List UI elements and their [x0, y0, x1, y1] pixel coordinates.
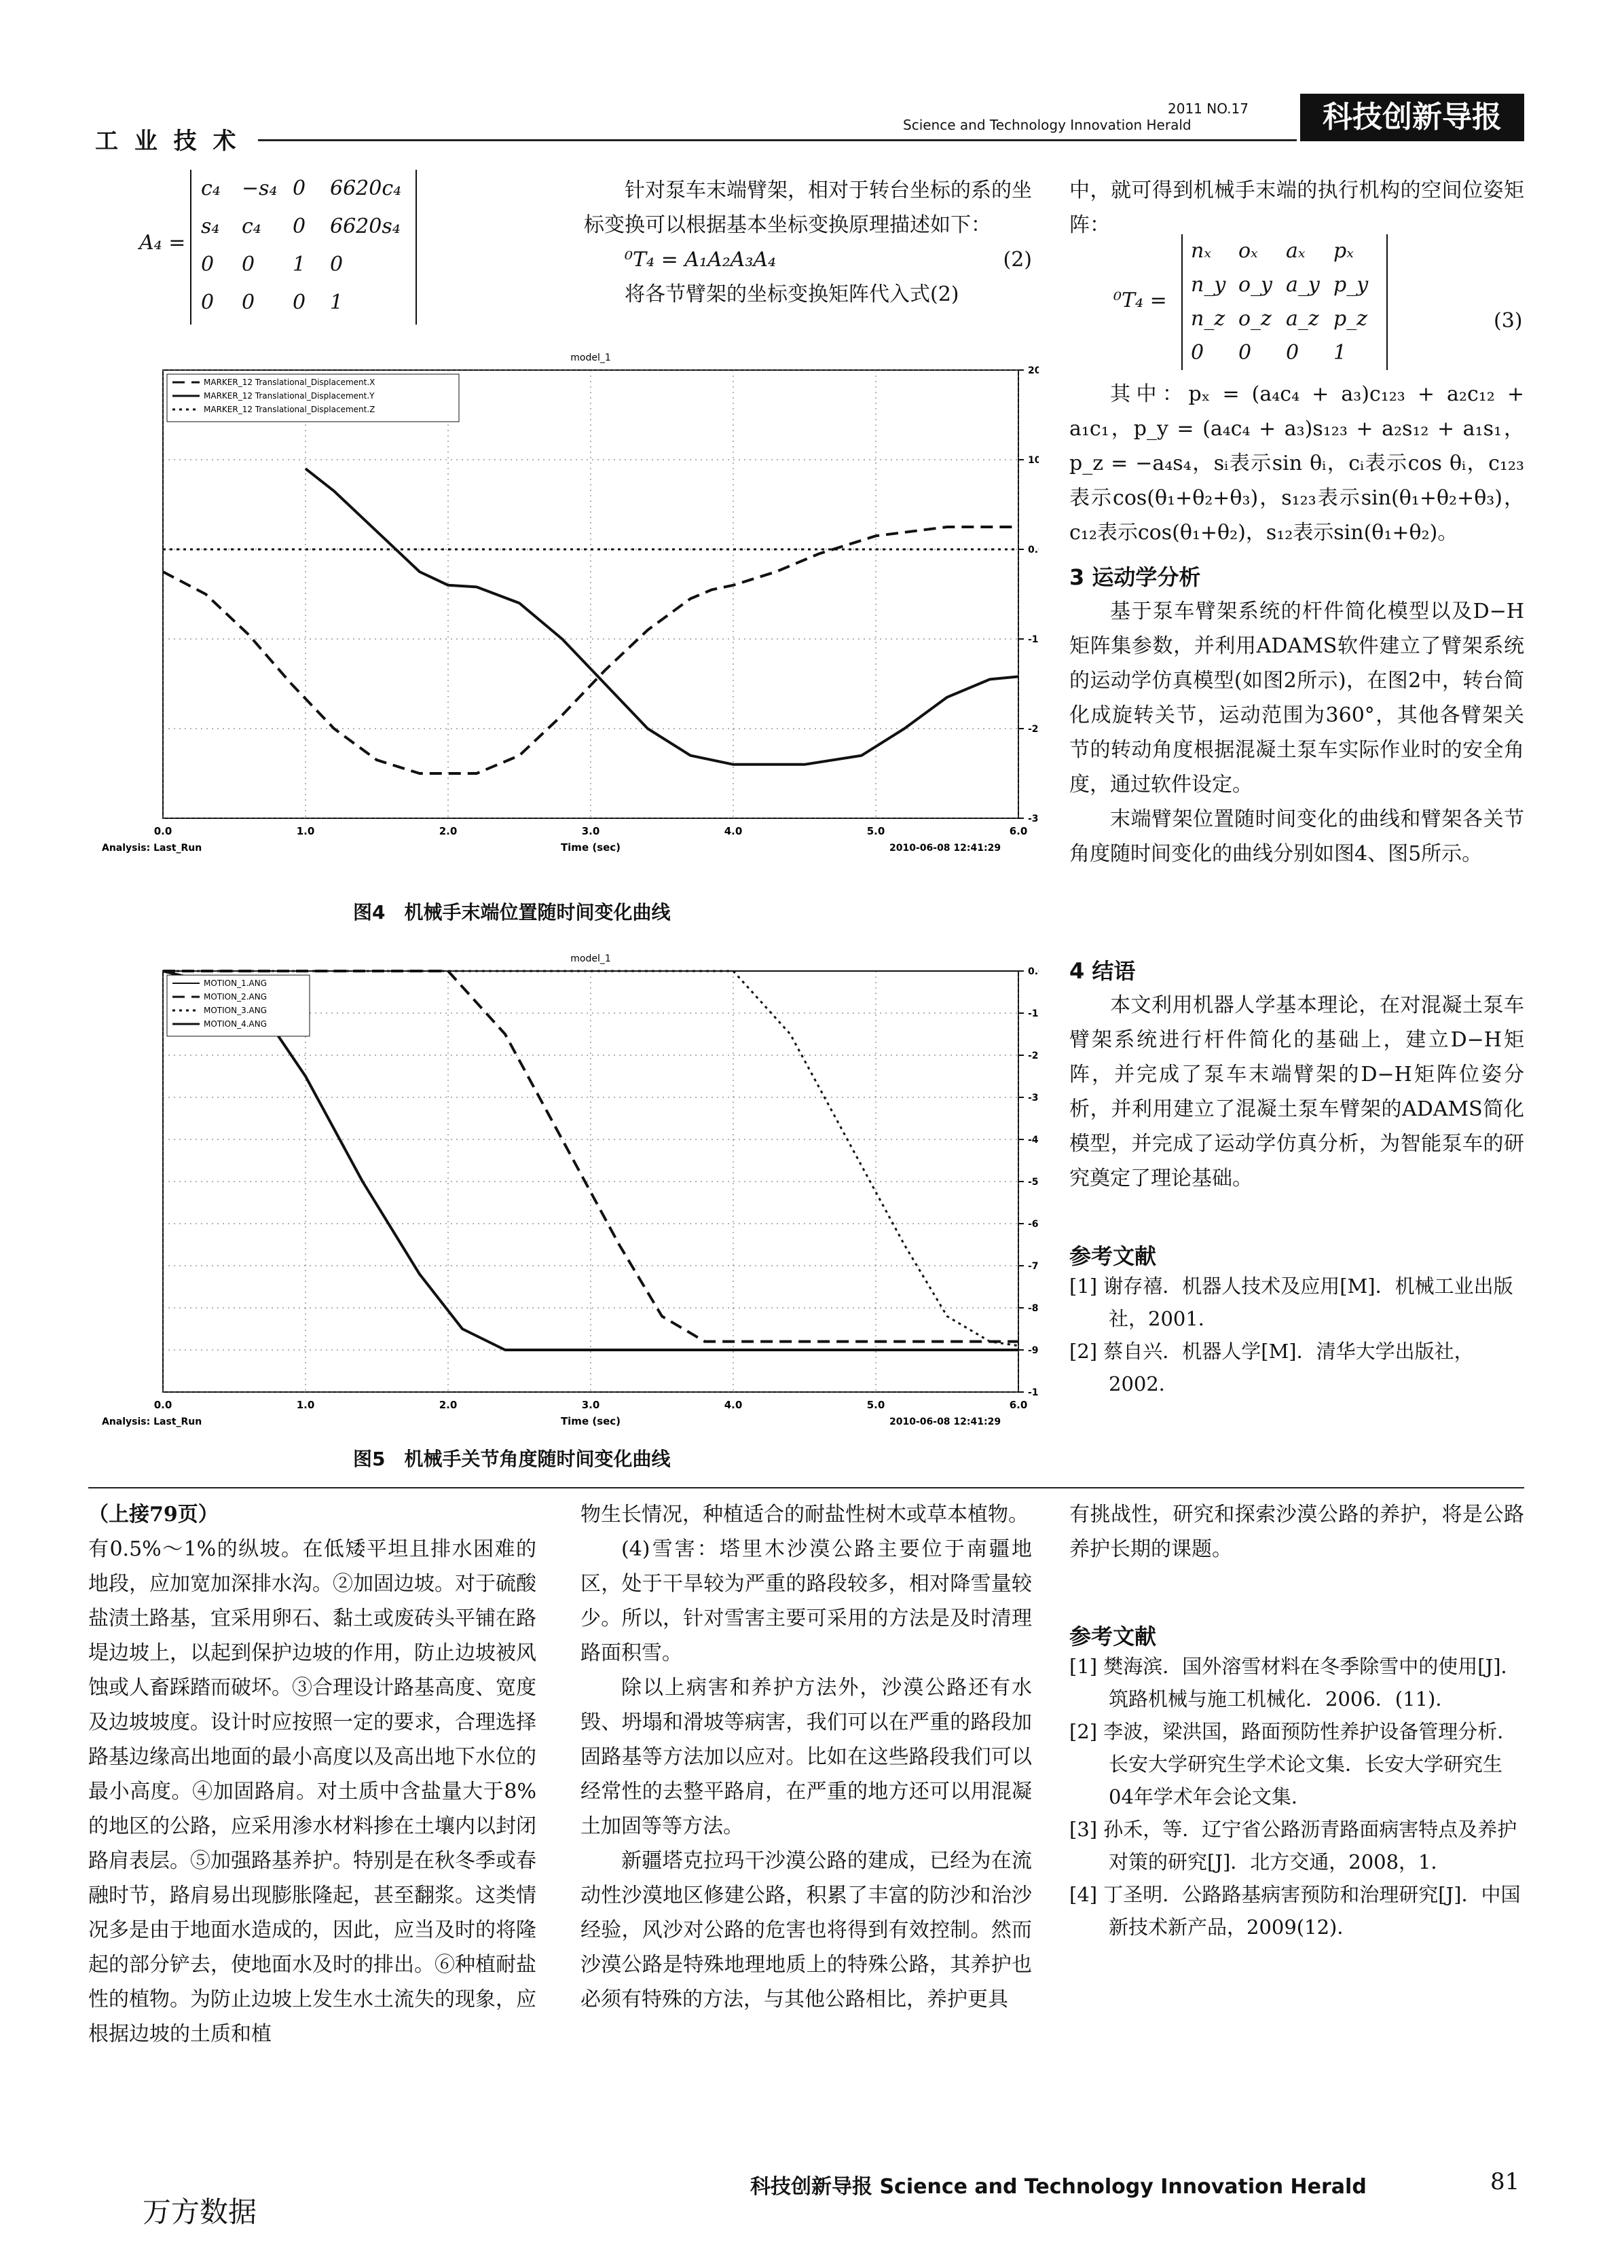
matrix-cell: 0: [242, 253, 255, 276]
y-tick-label: -3: [1028, 1093, 1039, 1103]
x-tick-label: 5.0: [866, 825, 885, 837]
x-tick-label: 5.0: [866, 1399, 885, 1411]
matrix-cell: 0: [1238, 341, 1252, 365]
x-tick-label: 4.0: [724, 1399, 743, 1411]
matrix-cell: p_z: [1333, 307, 1368, 331]
figure-5: [88, 951, 1039, 1453]
pose-intro: 中，就可得到机械手末端的执行机构的空间位姿矩阵：: [1069, 179, 1524, 237]
matrix-cell: 0: [293, 177, 306, 200]
section-3-paragraph-1: 基于泵车臂架系统的杆件简化模型以及D−H矩阵集参数，并利用ADAMS软件建立了臂架系统的运动学仿真模型(如图2所示)，在图2中，转台简化成旋转关节，运动范围为360°，其他各臂架关节的转动角度根据混凝土泵车实际作业时的安全角度，通过软件设定。: [1069, 600, 1524, 797]
matrix-t4: [1181, 234, 1388, 370]
section-3-body: [1069, 594, 1524, 871]
where-paragraph: 其中：pₓ = (a₄c₄ + a₃)c₁₂₃ + a₂c₁₂ + a₁c₁，p_y = (a₄c₄ + a₃)s₁₂₃ + a₂s₁₂ + a₁s₁，p_z = −a₄s₄，sᵢ表示sin θᵢ，cᵢ表示cos θᵢ，c₁₂₃表示cos(θ₁+θ₂+θ₃)，s₁₂₃表示sin(θ₁+θ₂+θ₃)，c₁₂表示cos(θ₁+θ₂)，s₁₂表示sin(θ₁+θ₂)。: [1069, 382, 1524, 545]
x-tick-label: 6.0: [1009, 825, 1028, 837]
reference-item: [1] 谢存禧．机器人技术及应用[M]．机械工业出版社，2001．: [1069, 1275, 1513, 1330]
x-tick-label: 1.0: [296, 825, 315, 837]
reference-item: [4] 丁圣明．公路路基病害预防和治理研究[J]．中国新技术新产品，2009(12)．: [1069, 1883, 1521, 1939]
matrix-cell: 6620s₄: [330, 215, 401, 238]
x-tick-label: 4.0: [724, 825, 743, 837]
x-tick-label: 0.0: [153, 1399, 172, 1411]
lower-right-paragraph: 有挑战性，研究和探索沙漠公路的养护，将是公路养护长期的课题。: [1069, 1503, 1524, 1561]
legend-entry: MARKER_12 Translational_Displacement.Y: [204, 391, 375, 401]
reference-item: [2] 李波，梁洪国，路面预防性养护设备管理分析．长安大学研究生学术论文集．长安大学研究生04年学术年会论文集．: [1069, 1720, 1517, 1808]
journal-logo: 科技创新导报: [1300, 94, 1524, 141]
footer-journal: 科技创新导报 Science and Technology Innovation Herald: [750, 2175, 1367, 2199]
section-divider: [88, 1487, 1524, 1488]
matrix-cell: 1: [293, 253, 306, 276]
chart-title: model_1: [570, 352, 611, 363]
y-tick-label: -8: [1028, 1303, 1039, 1314]
y-tick-label: -3: [1028, 813, 1039, 824]
lower-left-paragraph: 有0.5%～1%的纵坡。在低矮平坦且排水困难的地段，应加宽加深排水沟。②加固边坡。对于硫酸盐渍土路基，宜采用卵石、黏土或废砖头平铺在路堤边坡上，以起到保护边坡的作用，防止边坡被风蚀或人畜踩踏而破坏。③合理设计路基高度、宽度及边坡坡度。设计时应按照一定的要求，合理选择路基边缘高出地面的最小高度以及高出地下水位的最小高度。④加固路肩。对土质中含盐量大于8%的地区的公路，应采用渗水材料掺在土壤内以封闭路肩表层。⑤加强路基养护。特别是在秋冬季或春融时节，路肩易出现膨胀隆起，甚至翻浆。这类情况多是由于地面水造成的，因此，应当及时的将隆起的部分铲去，使地面水及时的排出。⑥种植耐盐性的植物。为防止边坡上发生水土流失的现象，应根据边坡的土质和植: [88, 1537, 536, 2046]
series-line: [306, 469, 1018, 765]
transform-text: [584, 173, 1032, 312]
y-tick-label: -6: [1028, 1219, 1039, 1230]
reference-item: [1] 樊海滨．国外溶雪材料在冬季除雪中的使用[J]．筑路机械与施工机械化．2006．(11)．: [1069, 1655, 1521, 1711]
equation-3-number: (3): [1494, 309, 1523, 333]
references-list-top: [1069, 1270, 1524, 1400]
matrix-row: [201, 208, 416, 246]
figure-4-caption: 图4 机械手末端位置随时间变化曲线: [353, 901, 671, 923]
matrix-cell: nₓ: [1191, 239, 1211, 263]
lower-mid-paragraph-1: (4)雪害：塔里木沙漠公路主要位于南疆地区，处于干旱较为严重的路段较多，相对降雪量较少。所以，针对雪害主要可采用的方法是及时清理路面积雪。: [580, 1537, 1032, 1665]
x-tick-label: 0.0: [153, 825, 172, 837]
section-3-paragraph-2: 末端臂架位置随时间变化的曲线和臂架各关节角度随时间变化的曲线分别如图4、图5所示。: [1069, 807, 1524, 866]
lower-mid-paragraph-0: 物生长情况，种植适合的耐盐性树木或草本植物。: [580, 1503, 1029, 1526]
reference-item: [3] 孙禾，等．辽宁省公路沥青路面病害特点及养护对策的研究[J]．北方交通，2008，1．: [1069, 1818, 1517, 1873]
legend: [167, 975, 310, 1036]
analysis-label: Analysis: Last_Run: [102, 1416, 202, 1427]
reference-item: [2] 蔡自兴．机器人学[M]．清华大学出版社，2002．: [1069, 1340, 1474, 1395]
matrix-row: [1191, 268, 1386, 302]
analysis-label: Analysis: Last_Run: [102, 843, 202, 854]
x-tick-label: 3.0: [581, 825, 600, 837]
matrix-cell: 0: [293, 215, 306, 238]
y-tick-label: 0.: [1028, 966, 1039, 977]
matrix-cell: n_y: [1191, 273, 1226, 297]
matrix-cell: 0: [201, 291, 215, 314]
watermark: 万方数据: [143, 2195, 257, 2229]
x-tick-label: 1.0: [296, 1399, 315, 1411]
matrix-row: [1191, 234, 1386, 268]
matrix-cell: 0: [1286, 341, 1299, 365]
lower-left-column: [88, 1497, 536, 2051]
legend-entry: MOTION_3.ANG: [204, 1006, 267, 1015]
running-header-left: 工 业 技 术: [95, 128, 240, 155]
right-top-text: [1069, 173, 1524, 242]
figure-5-chart: [88, 951, 1039, 1453]
section-4-body: [1069, 988, 1524, 1196]
where-text: [1069, 377, 1524, 550]
y-tick-label: -2: [1028, 724, 1039, 735]
x-tick-label: 6.0: [1009, 1399, 1028, 1411]
x-tick-label: 2.0: [439, 1399, 458, 1411]
transform-paragraph: 针对泵车末端臂架，相对于转台坐标的系的坐标变换可以根据基本坐标变换原理描述如下：: [584, 179, 1032, 237]
chart-title: model_1: [570, 953, 611, 964]
legend-entry: MOTION_4.ANG: [204, 1019, 267, 1029]
references-title-bottom: 参考文献: [1069, 1624, 1157, 1649]
matrix-cell: 1: [330, 291, 344, 314]
matrix-cell: 0: [242, 291, 255, 314]
y-tick-label: -9: [1028, 1345, 1039, 1356]
legend-entry: MOTION_2.ANG: [204, 992, 267, 1002]
matrix-t4-label: ⁰T₄ =: [1113, 289, 1167, 312]
figure-4: [88, 340, 1039, 869]
header-rule: [258, 139, 1297, 141]
matrix-cell: 0: [293, 291, 306, 314]
matrix-cell: 0: [1191, 341, 1204, 365]
continued-note: （上接79页）: [88, 1503, 219, 1526]
matrix-cell: s₄: [201, 215, 220, 238]
section-4-title: 4 结语: [1069, 958, 1136, 984]
y-tick-label: -5: [1028, 1177, 1039, 1188]
lower-mid-paragraph-2: 除以上病害和养护方法外，沙漠公路还有水毁、坍塌和滑坡等病害，我们可以在严重的路段加固路基等方法加以应对。比如在这些路段我们可以经常性的去整平路肩，在严重的地方还可以用混凝土加固等等方法。: [580, 1676, 1032, 1838]
y-tick-label: -2: [1028, 1050, 1039, 1061]
matrix-row: [201, 246, 416, 284]
section-4-paragraph: 本文利用机器人学基本理论，在对混凝土泵车臂架系统进行杆件简化的基础上，建立D−H矩阵，并完成了泵车末端臂架的D−H矩阵位姿分析，并利用建立了混凝土泵车臂架的ADAMS简化模型，并完成了运动学仿真分析，为智能泵车的研究奠定了理论基础。: [1069, 993, 1524, 1190]
y-tick-label: -1: [1028, 634, 1039, 645]
matrix-cell: a_z: [1286, 307, 1319, 331]
header-journal-en: Science and Technology Innovation Herald: [903, 117, 1192, 133]
lower-middle-column: [580, 1497, 1032, 2017]
matrix-row: [201, 170, 416, 208]
y-tick-label: 0.: [1028, 545, 1039, 555]
matrix-cell: −s₄: [242, 177, 278, 200]
matrix-cell: 0: [330, 253, 344, 276]
matrix-a4: [190, 170, 417, 325]
x-tick-label: 2.0: [439, 825, 458, 837]
y-tick-label: 20: [1028, 365, 1039, 376]
legend-entry: MARKER_12 Translational_Displacement.Z: [204, 405, 375, 414]
matrix-row: [201, 284, 416, 322]
y-tick-label: -1: [1028, 1387, 1039, 1398]
matrix-cell: p_y: [1333, 273, 1369, 297]
y-tick-label: -1: [1028, 1008, 1039, 1019]
matrix-cell: 0: [201, 253, 215, 276]
matrix-cell: 6620c₄: [330, 177, 402, 200]
figure-5-caption: 图5 机械手关节角度随时间变化曲线: [353, 1448, 671, 1470]
matrix-cell: 1: [1333, 341, 1347, 365]
references-list-bottom: [1069, 1650, 1524, 1943]
matrix-cell: aₓ: [1286, 239, 1306, 263]
x-tick-label: 3.0: [581, 1399, 600, 1411]
matrix-cell: c₄: [201, 177, 221, 200]
section-3-title: 3 运动学分析: [1069, 564, 1201, 590]
matrix-cell: oₓ: [1238, 239, 1258, 263]
equation-2: ⁰T₄ = A₁A₂A₃A₄: [625, 248, 777, 272]
figure-4-chart: [88, 340, 1039, 869]
matrix-cell: o_y: [1238, 273, 1273, 297]
matrix-row: [1191, 336, 1386, 370]
legend: [167, 374, 459, 422]
y-tick-label: -7: [1028, 1261, 1039, 1272]
substitute-paragraph: 将各节臂架的坐标变换矩阵代入式(2): [625, 282, 959, 306]
timestamp-label: 2010-06-08 12:41:29: [889, 1416, 1001, 1427]
x-axis-label: Time (sec): [560, 841, 621, 854]
matrix-a4-label: A₄ =: [139, 231, 186, 255]
header-issue: 2011 NO.17: [1168, 100, 1249, 117]
lower-mid-paragraph-3: 新疆塔克拉玛干沙漠公路的建成，已经为在流动性沙漠地区修建公路，积累了丰富的防沙和治沙经验，风沙对公路的危害也将得到有效控制。然而沙漠公路是特殊地理地质上的特殊公路，其养护也必须有特殊的方法，与其他公路相比，养护更具: [580, 1849, 1032, 2011]
matrix-cell: n_z: [1191, 307, 1225, 331]
equation-2-number: (2): [1003, 248, 1032, 272]
legend-entry: MOTION_1.ANG: [204, 978, 267, 988]
page-number: 81: [1490, 2168, 1520, 2195]
y-tick-label: -4: [1028, 1135, 1039, 1146]
references-title-top: 参考文献: [1069, 1243, 1157, 1269]
lower-right-column: [1069, 1497, 1524, 1567]
matrix-cell: o_z: [1238, 307, 1272, 331]
legend-entry: MARKER_12 Translational_Displacement.X: [204, 378, 375, 387]
x-axis-label: Time (sec): [560, 1415, 621, 1427]
y-tick-label: 10: [1028, 455, 1039, 466]
matrix-row: [1191, 302, 1386, 336]
matrix-cell: pₓ: [1333, 239, 1354, 263]
timestamp-label: 2010-06-08 12:41:29: [889, 843, 1001, 854]
matrix-cell: c₄: [242, 215, 261, 238]
matrix-cell: a_y: [1286, 273, 1320, 297]
